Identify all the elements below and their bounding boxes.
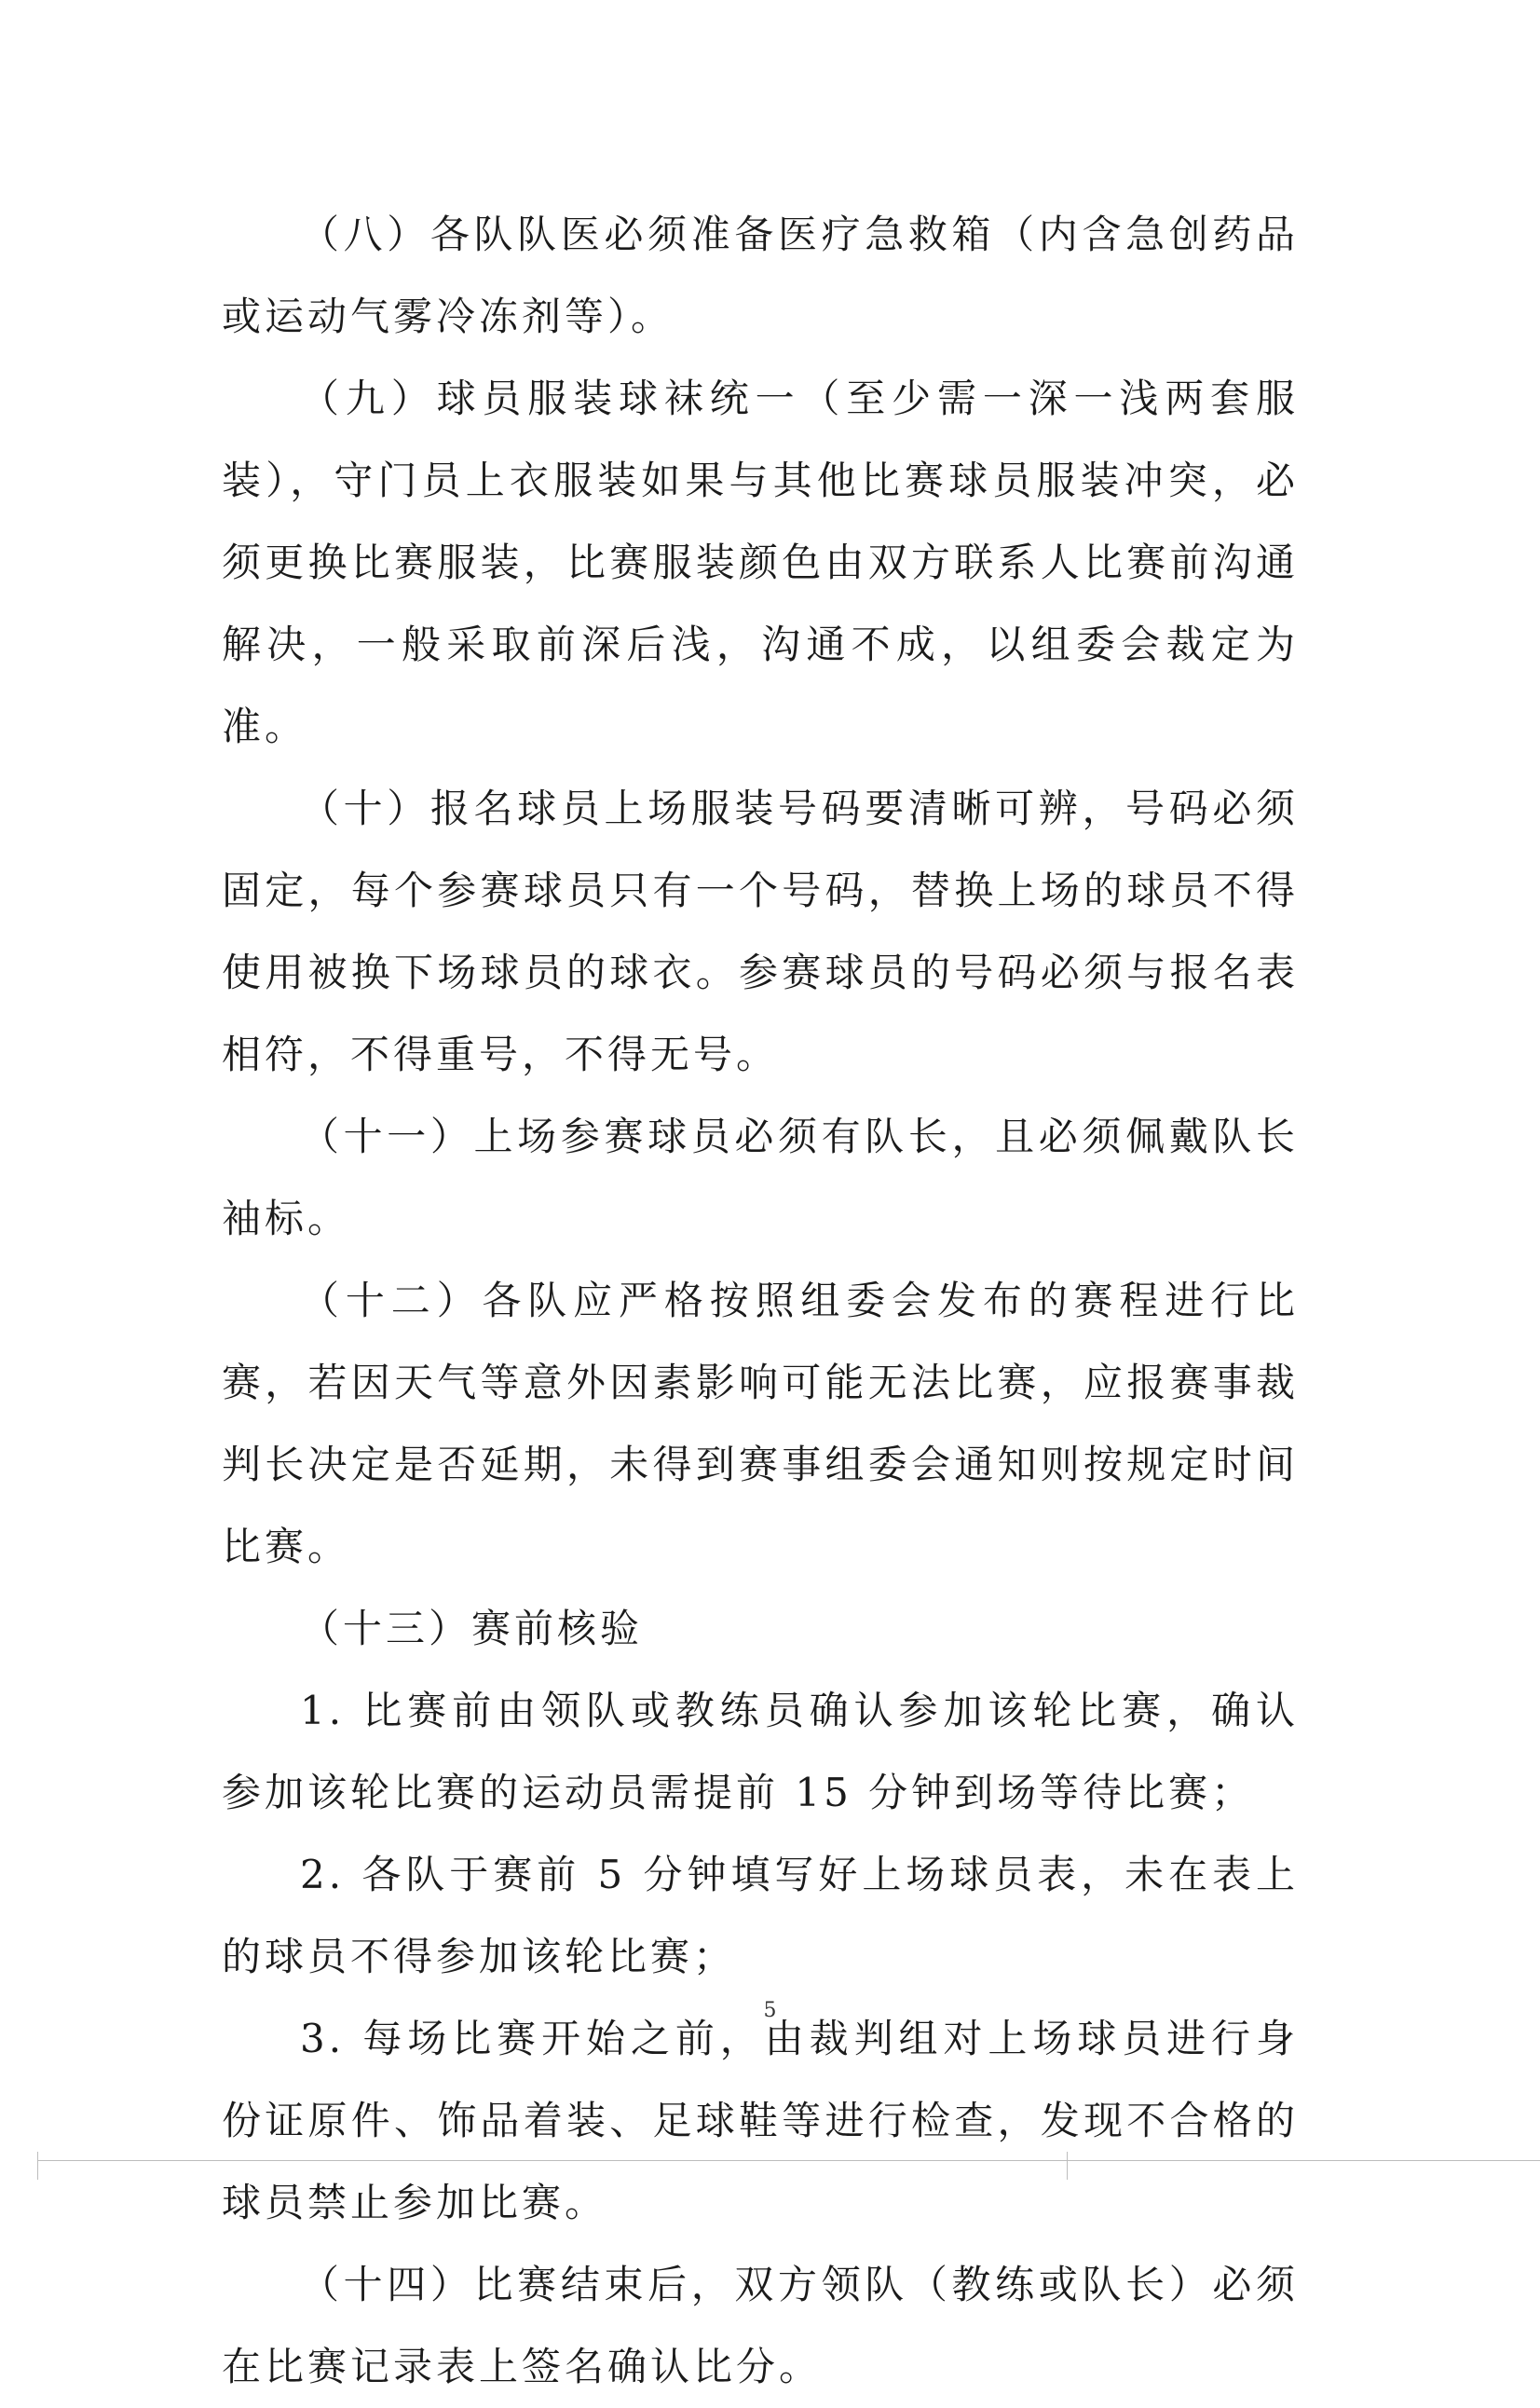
paragraph-captain: （十一）上场参赛球员必须有队长，且必须佩戴队长袖标。: [222, 1114, 1299, 1241]
bottom-scan-edge-tick-left: [37, 2152, 38, 2180]
paragraph-check-item-1: 1. 比赛前由领队或教练员确认参加该轮比赛，确认参加该轮比赛的运动员需提前 15 分钟到场等待比赛；: [222, 1688, 1299, 1815]
paragraph-score-confirmation: （十四）比赛结束后，双方领队（教练或队长）必须在比赛记录表上签名确认比分。: [222, 2262, 1299, 2389]
paragraph-jersey-numbers: （十）报名球员上场服装号码要清晰可辨，号码必须固定，每个参赛球员只有一个号码，替换上场的球员不得使用被换下场球员的球衣。参赛球员的号码必须与报名表相符，不得重号，不得无号。: [222, 786, 1299, 1077]
paragraph-schedule: （十二）各队应严格按照组委会发布的赛程进行比赛，若因天气等意外因素影响可能无法比赛，应报赛事裁判长决定是否延期，未得到赛事组委会通知则按规定时间比赛。: [222, 1278, 1299, 1569]
document-body: [222, 194, 1299, 2408]
bottom-scan-edge-tick-right: [1067, 2152, 1068, 2180]
page-number: 5: [763, 1999, 777, 2022]
paragraph-medical-kit: （八）各队队医必须准备医疗急救箱（内含急创药品或运动气雾冷冻剂等）。: [222, 212, 1299, 339]
bottom-scan-edge-line: [37, 2160, 1540, 2161]
paragraph-uniforms: （九）球员服装球袜统一（至少需一深一浅两套服装），守门员上衣服装如果与其他比赛球员服装冲突，必须更换比赛服装，比赛服装颜色由双方联系人比赛前沟通解决，一般采取前深后浅，沟通不成，以组委会裁定为准。: [222, 376, 1299, 749]
paragraph-check-item-3: 3. 每场比赛开始之前，由裁判组对上场球员进行身份证原件、饰品着装、足球鞋等进行检查，发现不合格的球员禁止参加比赛。: [222, 2016, 1299, 2225]
paragraph-pre-match-check-heading: （十三）赛前核验: [300, 1606, 644, 1651]
paragraph-check-item-2: 2. 各队于赛前 5 分钟填写好上场球员表，未在表上的球员不得参加该轮比赛；: [222, 1852, 1299, 1979]
